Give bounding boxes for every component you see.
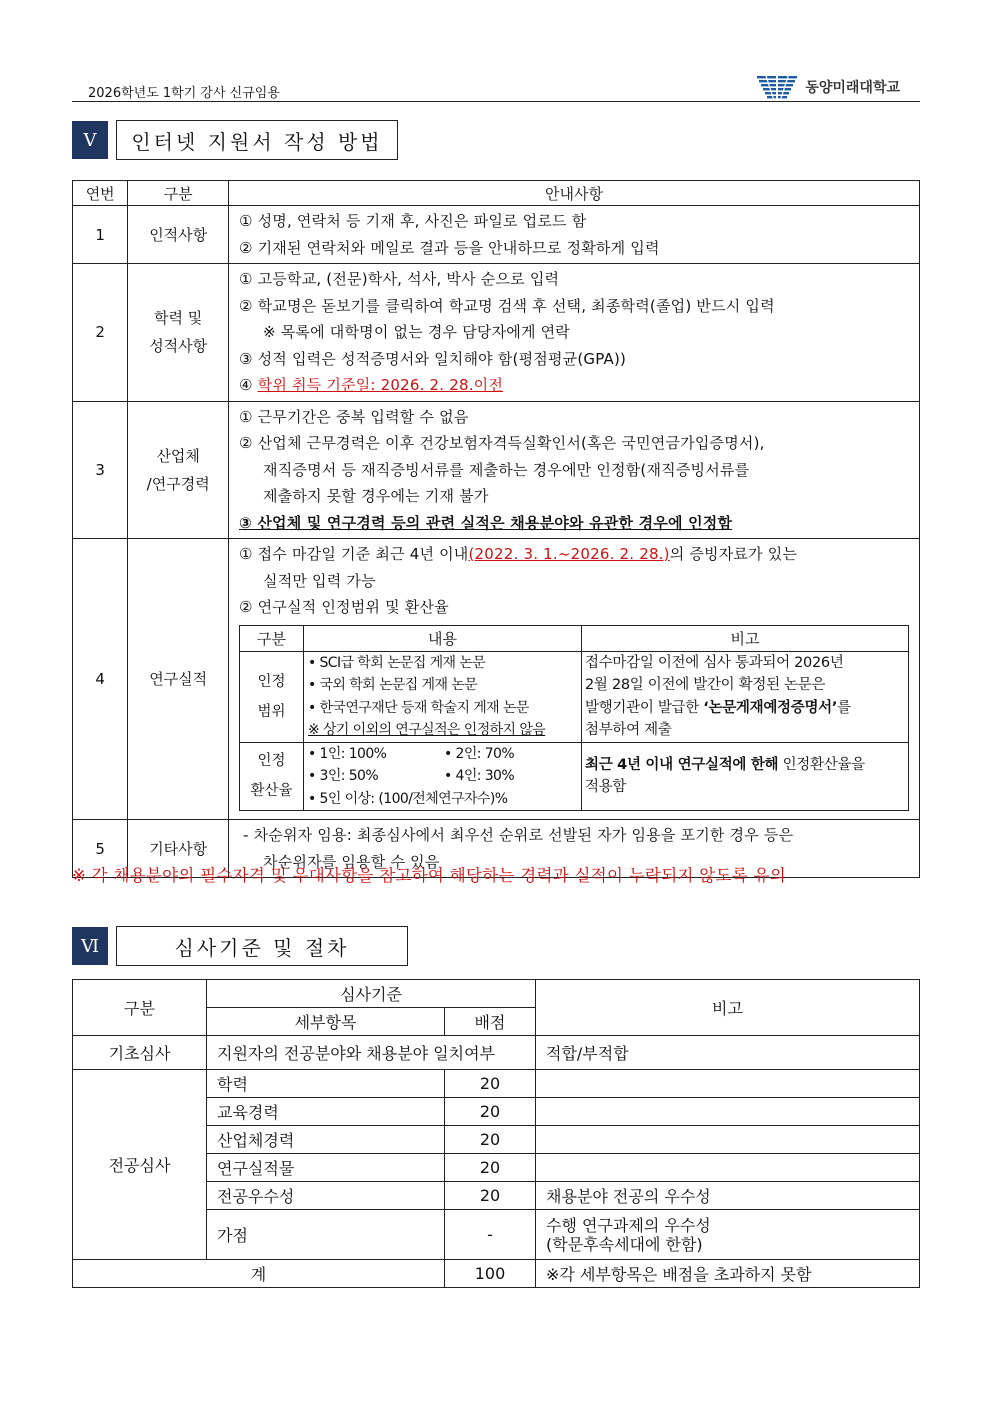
content-line: • 5인 이상: (100/전체연구자수)% bbox=[308, 790, 508, 807]
guide-line: ② 기재된 연락처와 메일로 결과 등을 안내하므로 정확하게 입력 bbox=[239, 238, 660, 257]
note-line: 첨부하여 제출 bbox=[585, 722, 672, 738]
note-line: 2월 28일 이전에 발간이 확정된 논문은 bbox=[585, 677, 826, 693]
column-header-num: 연번 bbox=[73, 181, 128, 206]
guide-line-suffix: 의 증빙자료가 있는 bbox=[669, 545, 798, 563]
warning-note: ※ 각 채용분야의 필수자격 및 우대사항을 참고하여 해당하는 경력과 실적이 누락되지 않도록 유의 bbox=[72, 866, 786, 885]
content-line: ※ 상기 이외의 연구실적은 인정하지 않음 bbox=[308, 722, 546, 738]
category-line: /연구경력 bbox=[146, 474, 210, 493]
inner-row-note bbox=[582, 742, 909, 811]
inner-row-note bbox=[582, 651, 909, 742]
screening-criteria-table bbox=[72, 979, 920, 1288]
guide-line-emphasis: ③ 산업체 및 연구경력 등의 관련 실적은 채용분야와 유관한 경우에 인정함 bbox=[239, 513, 733, 532]
note-line: 접수마감일 이전에 심사 통과되어 2026년 bbox=[585, 654, 844, 671]
inner-row bbox=[240, 651, 909, 742]
table-header-row bbox=[73, 980, 920, 1008]
rate-item: • 4인: 30% bbox=[444, 768, 515, 784]
row-guide bbox=[229, 539, 920, 820]
certificate-name: ‘논문게재예정증명서’ bbox=[703, 699, 838, 716]
content-line: • SCI급 학회 논문집 게재 논문 bbox=[308, 654, 486, 671]
label-line: 환산율 bbox=[250, 783, 293, 800]
row-note: 적합/부적합 bbox=[536, 1036, 920, 1070]
column-header-criteria: 심사기준 bbox=[207, 980, 536, 1008]
content-line bbox=[308, 765, 577, 788]
row-score: 20 bbox=[445, 1070, 536, 1098]
total-label: 계 bbox=[73, 1260, 445, 1288]
row-category bbox=[128, 264, 229, 402]
column-header-score: 배점 bbox=[445, 1008, 536, 1036]
inner-row-content bbox=[304, 651, 582, 742]
row-note bbox=[536, 1098, 920, 1126]
row-number: 4 bbox=[73, 539, 128, 820]
note-text: 발행기관이 발급한 bbox=[585, 699, 704, 716]
table-header-row bbox=[73, 181, 920, 206]
guide-line: ① 성명, 연락처 등 기재 후, 사진은 파일로 업로드 함 bbox=[239, 212, 587, 230]
row-score: - bbox=[445, 1210, 536, 1260]
note-line: (학문후속세대에 한함) bbox=[546, 1234, 703, 1254]
section-6-number: Ⅵ bbox=[72, 927, 108, 965]
label-line: 인정 bbox=[257, 753, 286, 770]
document-title: 2026학년도 1학기 강사 신규임용 bbox=[88, 86, 280, 101]
inner-row-content bbox=[304, 742, 582, 811]
label-line: 범위 bbox=[257, 703, 286, 720]
row-item: 학력 bbox=[207, 1070, 445, 1098]
row-category: 연구실적 bbox=[128, 539, 229, 820]
note-text: 인정환산율을 bbox=[778, 756, 865, 773]
section-6-heading bbox=[72, 926, 408, 966]
row-score: 20 bbox=[445, 1098, 536, 1126]
row-note bbox=[536, 1126, 920, 1154]
row-guide bbox=[229, 206, 920, 264]
guide-line: ③ 성적 입력은 성적증명서와 일치해야 함(평점평균(GPA)) bbox=[239, 349, 627, 368]
row-category: 기타사항 bbox=[128, 820, 229, 878]
guide-line bbox=[239, 541, 909, 568]
inner-column-header: 비고 bbox=[582, 625, 909, 651]
table-total-row bbox=[73, 1260, 920, 1288]
row-guide bbox=[229, 264, 920, 402]
inner-column-header: 구분 bbox=[240, 625, 304, 651]
row-note bbox=[536, 1210, 920, 1260]
guide-line bbox=[239, 372, 909, 399]
section-5-title: 인터넷 지원서 작성 방법 bbox=[116, 120, 398, 160]
guide-line-prefix: ① 접수 마감일 기준 최근 4년 이내 bbox=[239, 545, 469, 563]
row-item: 전공우수성 bbox=[207, 1182, 445, 1210]
column-header-guide: 안내사항 bbox=[229, 181, 920, 206]
guide-line: 실적만 입력 가능 bbox=[263, 571, 376, 590]
row-note bbox=[536, 1070, 920, 1098]
eligibility-period: (2022. 3. 1.~2026. 2. 28.) bbox=[468, 545, 670, 563]
row-category bbox=[128, 401, 229, 539]
degree-deadline: 학위 취득 기준일: 2026. 2. 28.이전 bbox=[257, 376, 504, 394]
row-number: 2 bbox=[73, 264, 128, 402]
row-item: 연구실적물 bbox=[207, 1154, 445, 1182]
row-item: 교육경력 bbox=[207, 1098, 445, 1126]
inner-header-row bbox=[240, 625, 909, 651]
guide-line: 재직증명서 등 재직증빙서류를 제출하는 경우에만 인정함(재직증빙서류를 bbox=[263, 460, 750, 479]
row-score: 20 bbox=[445, 1182, 536, 1210]
row-item: 산업체경력 bbox=[207, 1126, 445, 1154]
column-header-category: 구분 bbox=[128, 181, 229, 206]
column-header-category: 구분 bbox=[73, 980, 207, 1036]
guide-line-prefix: ④ bbox=[239, 376, 258, 394]
note-line bbox=[585, 754, 905, 777]
category-line: 산업체 bbox=[156, 446, 200, 465]
guide-line: 차순위자를 임용할 수 있음 bbox=[263, 852, 440, 871]
row-note: 채용분야 전공의 우수성 bbox=[536, 1182, 920, 1210]
table-row bbox=[73, 1036, 920, 1070]
content-line: • 한국연구재단 등재 학술지 게재 논문 bbox=[308, 699, 529, 716]
rate-item: • 2인: 70% bbox=[444, 745, 515, 762]
label-line: 인정 bbox=[257, 673, 286, 690]
row-number: 1 bbox=[73, 206, 128, 264]
category-line: 학력 및 bbox=[154, 309, 203, 328]
guide-line: ② 학교명은 돋보기를 클릭하여 학교명 검색 후 선택, 최종학력(졸업) 반드시 입력 bbox=[239, 296, 775, 315]
row-guide bbox=[229, 401, 920, 539]
note-line: 수행 연구과제의 우수성 bbox=[546, 1215, 711, 1235]
guide-line: ① 고등학교, (전문)학사, 석사, 박사 순으로 입력 bbox=[239, 270, 560, 288]
total-score: 100 bbox=[445, 1260, 536, 1288]
row-number: 5 bbox=[73, 820, 128, 878]
rate-item: • 3인: 50% bbox=[308, 768, 379, 784]
note-text: 를 bbox=[837, 699, 851, 716]
note-emphasis: 최근 4년 이내 연구실적에 한해 bbox=[585, 756, 779, 773]
university-logo bbox=[755, 74, 900, 100]
guide-line: - 차순위자 임용: 최종심사에서 최우선 순위로 선발된 자가 임용을 포기한 경우 등은 bbox=[243, 826, 794, 844]
inner-row-label bbox=[240, 742, 304, 811]
column-header-note: 비고 bbox=[536, 980, 920, 1036]
row-category: 기초심사 bbox=[73, 1036, 207, 1070]
section-5-number: Ⅴ bbox=[72, 121, 108, 159]
content-line: • 국외 학회 논문집 게재 논문 bbox=[308, 677, 478, 693]
table-row bbox=[73, 206, 920, 264]
guide-note: ※ 목록에 대학명이 없는 경우 담당자에게 연락 bbox=[263, 323, 570, 341]
row-number: 3 bbox=[73, 401, 128, 539]
inner-column-header: 내용 bbox=[304, 625, 582, 651]
section-5-heading bbox=[72, 120, 398, 160]
note-line bbox=[585, 697, 905, 720]
row-category: 인적사항 bbox=[128, 206, 229, 264]
guide-line: ① 근무기간은 중복 입력할 수 없음 bbox=[239, 407, 469, 426]
row-item: 지원자의 전공분야와 채용분야 일치여부 bbox=[207, 1036, 536, 1070]
table-row bbox=[73, 264, 920, 402]
content-line bbox=[308, 743, 577, 766]
table-row bbox=[73, 401, 920, 539]
table-row bbox=[73, 1070, 920, 1098]
university-name: 동양미래대학교 bbox=[805, 80, 900, 96]
page-header bbox=[72, 72, 920, 102]
guide-line: 제출하지 못할 경우에는 기재 불가 bbox=[263, 487, 489, 505]
university-emblem-icon bbox=[755, 74, 799, 100]
row-note bbox=[536, 1154, 920, 1182]
inner-row bbox=[240, 742, 909, 811]
column-header-item: 세부항목 bbox=[207, 1008, 445, 1036]
rate-item: • 1인: 100% bbox=[308, 745, 387, 762]
row-score: 20 bbox=[445, 1154, 536, 1182]
research-output-table bbox=[239, 625, 909, 812]
guide-line: ② 산업체 근무경력은 이후 건강보험자격득실확인서(혹은 국민연금가입증명서), bbox=[239, 434, 765, 452]
row-score: 20 bbox=[445, 1126, 536, 1154]
total-note: ※각 세부항목은 배점을 초과하지 못함 bbox=[536, 1260, 920, 1288]
note-line: 적용함 bbox=[585, 779, 627, 796]
row-item: 가점 bbox=[207, 1210, 445, 1260]
section-6-title: 심사기준 및 절차 bbox=[116, 926, 408, 966]
category-line: 성적사항 bbox=[149, 337, 208, 356]
row-category: 전공심사 bbox=[73, 1070, 207, 1260]
guide-line: ② 연구실적 인정범위 및 환산율 bbox=[239, 598, 449, 616]
application-guide-table bbox=[72, 180, 920, 878]
inner-row-label bbox=[240, 651, 304, 742]
table-row bbox=[73, 539, 920, 820]
